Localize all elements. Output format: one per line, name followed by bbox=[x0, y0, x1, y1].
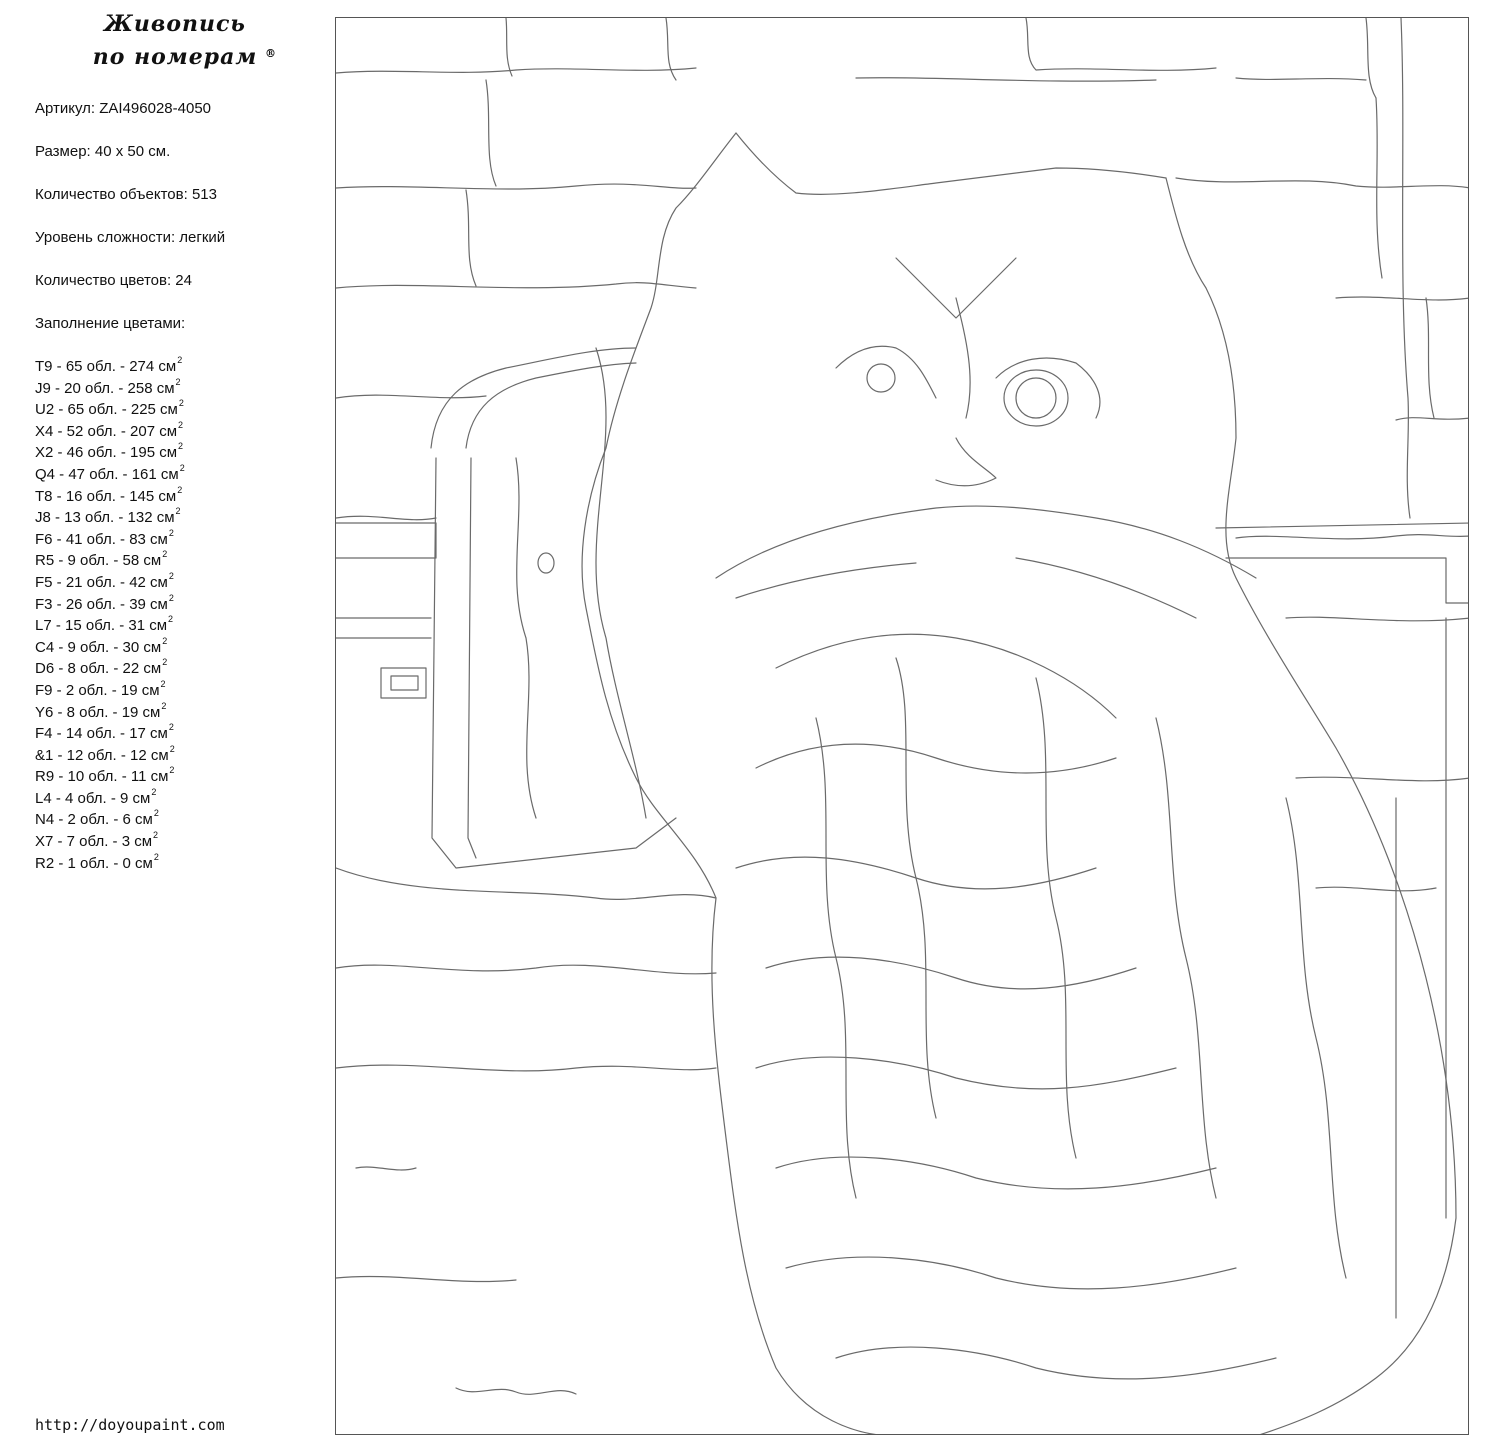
area-unit-superscript: 2 bbox=[168, 592, 174, 603]
color-fill-text: T9 - 65 обл. - 274 см bbox=[35, 358, 177, 375]
color-fill-row bbox=[35, 615, 325, 637]
area-unit-superscript: 2 bbox=[175, 376, 181, 387]
area-unit-superscript: 2 bbox=[168, 722, 174, 733]
area-unit-superscript: 2 bbox=[161, 700, 167, 711]
color-fill-text: F9 - 2 обл. - 19 см bbox=[35, 681, 160, 699]
color-fill-row bbox=[35, 356, 325, 378]
color-fill-row bbox=[35, 507, 325, 529]
fill-heading: Заполнение цветами: bbox=[35, 315, 186, 332]
color-fill-row bbox=[35, 809, 325, 831]
color-fill-text: C4 - 9 обл. - 30 см bbox=[35, 638, 162, 656]
cat-outline bbox=[582, 133, 1456, 1435]
color-fill-text: D6 - 8 обл. - 22 см bbox=[35, 660, 162, 678]
color-fill-text: X2 - 46 обл. - 195 см bbox=[35, 444, 178, 462]
area-unit-superscript: 2 bbox=[162, 635, 168, 646]
color-fill-row bbox=[35, 378, 325, 400]
color-fill-text: R2 - 1 обл. - 0 см bbox=[35, 854, 153, 872]
website-url: http://doyoupaint.com bbox=[35, 1416, 225, 1434]
color-fill-text: R5 - 9 обл. - 58 см bbox=[35, 552, 162, 570]
ledge-outline bbox=[336, 868, 716, 1394]
area-unit-superscript: 2 bbox=[169, 743, 175, 754]
color-fill-text: Y6 - 8 обл. - 19 см bbox=[35, 703, 161, 721]
brand-line-2: по номерам bbox=[92, 44, 258, 70]
color-fill-text: J9 - 20 обл. - 258 см bbox=[35, 379, 175, 397]
color-fill-text: L4 - 4 обл. - 9 см bbox=[35, 789, 151, 807]
color-fill-row bbox=[35, 421, 325, 443]
color-fill-row bbox=[35, 572, 325, 594]
difficulty-level: Уровень сложности: легкий bbox=[35, 229, 226, 246]
color-fill-text: U2 - 65 обл. - 225 см bbox=[35, 401, 178, 419]
color-fill-row bbox=[35, 788, 325, 810]
product-info bbox=[35, 98, 325, 356]
area-unit-superscript: 2 bbox=[160, 678, 166, 689]
color-fill-row bbox=[35, 702, 325, 724]
color-fill-text: F5 - 21 обл. - 42 см bbox=[35, 573, 168, 591]
color-fill-list bbox=[35, 356, 325, 874]
color-fill-row bbox=[35, 745, 325, 767]
color-fill-row bbox=[35, 594, 325, 616]
color-fill-row bbox=[35, 723, 325, 745]
color-fill-row bbox=[35, 464, 325, 486]
brand-logo bbox=[60, 8, 290, 74]
brand-line-1: Живопись bbox=[104, 11, 246, 37]
color-fill-text: F3 - 26 обл. - 39 см bbox=[35, 595, 168, 613]
color-fill-row bbox=[35, 486, 325, 508]
column-outline bbox=[1216, 523, 1469, 1318]
area-unit-superscript: 2 bbox=[153, 830, 159, 841]
colors-count: Количество цветов: 24 bbox=[35, 272, 192, 289]
area-unit-superscript: 2 bbox=[169, 765, 175, 776]
color-fill-text: N4 - 2 обл. - 6 см bbox=[35, 811, 153, 829]
color-fill-text: Q4 - 47 обл. - 161 см bbox=[35, 465, 179, 483]
area-unit-superscript: 2 bbox=[179, 462, 185, 473]
area-unit-superscript: 2 bbox=[168, 527, 174, 538]
area-unit-superscript: 2 bbox=[162, 657, 168, 668]
color-fill-text: &1 - 12 обл. - 12 см bbox=[35, 746, 169, 764]
color-fill-row bbox=[35, 831, 325, 853]
color-fill-text: F4 - 14 обл. - 17 см bbox=[35, 725, 168, 743]
color-fill-text: T8 - 16 обл. - 145 см bbox=[35, 487, 177, 505]
area-unit-superscript: 2 bbox=[178, 419, 184, 430]
area-unit-superscript: 2 bbox=[153, 808, 159, 819]
color-fill-row bbox=[35, 399, 325, 421]
area-unit-superscript: 2 bbox=[178, 398, 184, 409]
area-unit-superscript: 2 bbox=[178, 441, 184, 452]
color-fill-text: X4 - 52 обл. - 207 см bbox=[35, 422, 178, 440]
color-fill-text: J8 - 13 обл. - 132 см bbox=[35, 509, 175, 527]
color-fill-text: R9 - 10 обл. - 11 см bbox=[35, 768, 169, 786]
registered-mark: ® bbox=[265, 47, 277, 60]
area-unit-superscript: 2 bbox=[168, 570, 174, 581]
area-unit-superscript: 2 bbox=[175, 506, 181, 517]
color-fill-text: X7 - 7 обл. - 3 см bbox=[35, 833, 153, 851]
cat-outline-drawing bbox=[336, 18, 1469, 1435]
color-fill-text: L7 - 15 обл. - 31 см bbox=[35, 617, 168, 635]
color-fill-row bbox=[35, 658, 325, 680]
objects-count: Количество объектов: 513 bbox=[35, 186, 217, 203]
color-fill-row bbox=[35, 853, 325, 875]
area-unit-superscript: 2 bbox=[168, 614, 174, 625]
paint-by-number-canvas bbox=[335, 17, 1469, 1435]
area-unit-superscript: 2 bbox=[151, 786, 157, 797]
color-fill-text: F6 - 41 обл. - 83 см bbox=[35, 530, 168, 548]
area-unit-superscript: 2 bbox=[153, 851, 159, 862]
color-fill-row bbox=[35, 680, 325, 702]
window-outline bbox=[336, 348, 676, 868]
color-fill-row bbox=[35, 529, 325, 551]
color-fill-row bbox=[35, 766, 325, 788]
canvas-size: Размер: 40 х 50 см. bbox=[35, 143, 171, 160]
color-fill-row bbox=[35, 637, 325, 659]
area-unit-superscript: 2 bbox=[162, 549, 168, 560]
area-unit-superscript: 2 bbox=[177, 355, 183, 365]
article-number: Артикул: ZAI496028-4050 bbox=[35, 100, 212, 117]
brick-wall-outline bbox=[336, 18, 1469, 520]
area-unit-superscript: 2 bbox=[177, 484, 183, 495]
color-fill-row bbox=[35, 550, 325, 572]
color-fill-row bbox=[35, 442, 325, 464]
